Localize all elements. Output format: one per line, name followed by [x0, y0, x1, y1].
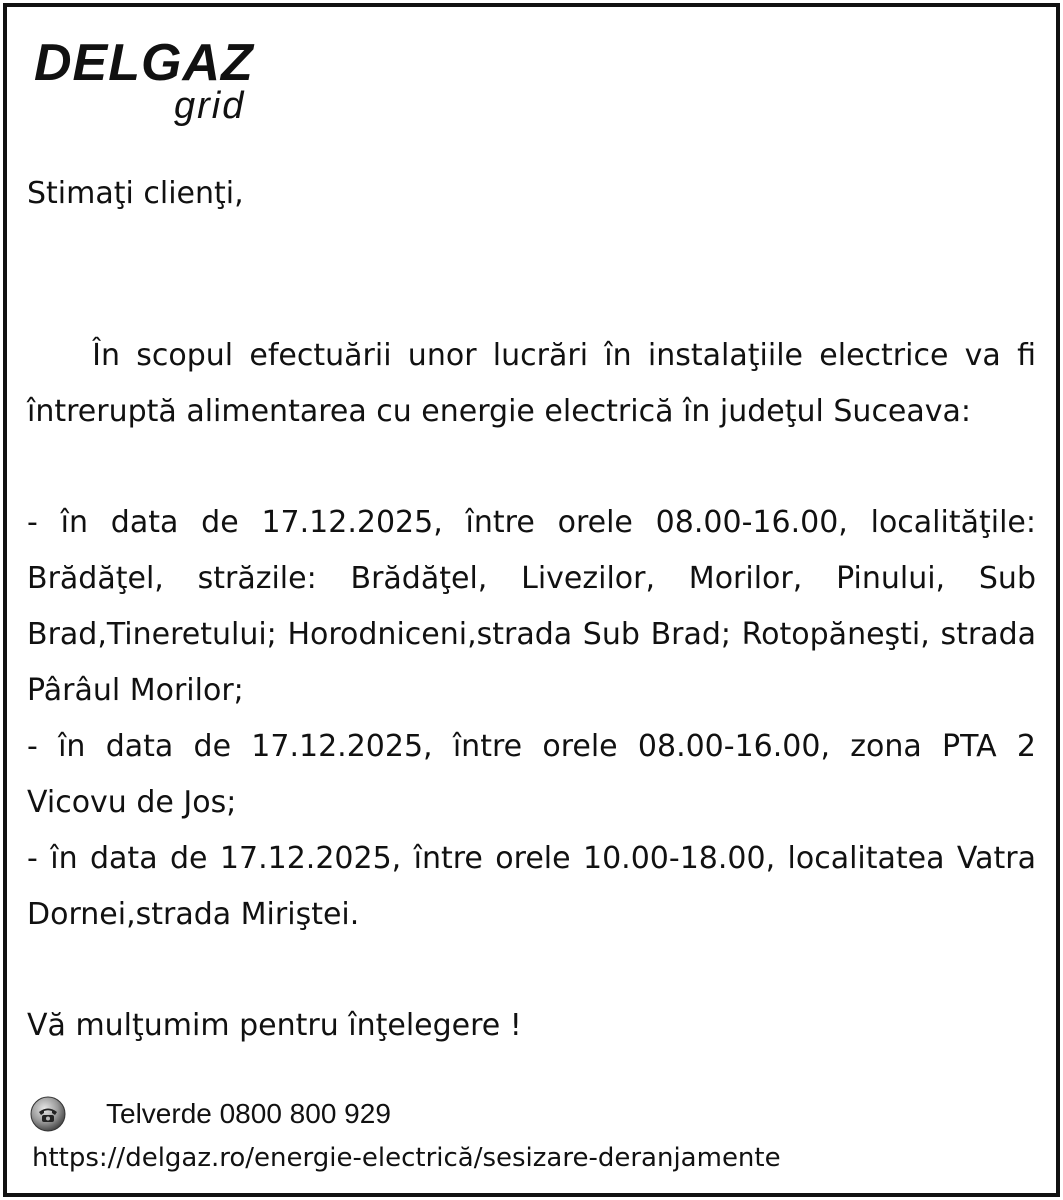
greeting: Stimaţi clienţi, [27, 176, 244, 211]
logo-sub: grid [174, 85, 246, 127]
outage-item-2: - în data de 17.12.2025, între orele 08.00-16.00, zona PTA 2 Vicovu de Jos; [27, 729, 1036, 820]
list-item [27, 719, 1036, 831]
outage-list [27, 495, 1036, 943]
phone-number: Telverde 0800 800 929 [106, 1098, 391, 1129]
outage-item-3: - în data de 17.12.2025, între orele 10.00-18.00, localitatea Vatra Dornei,strada Miriştei. [27, 841, 1036, 932]
intro-text: În scopul efectuării unor lucrări în instalaţiile electrice va fi întreruptă alimentarea cu energie electrică în judeţul Suceava: [27, 338, 1046, 429]
closing-message: Vă mulţumim pentru înţelegere ! [27, 1008, 522, 1043]
delgaz-grid-logo [34, 36, 274, 132]
outage-item-1: - în data de 17.12.2025, între orele 08.00-16.00, localităţile: Brădăţel, străzile: Brădăţel, Livezilor, Morilor, Pinului, Sub Brad,Tineretului; Horodniceni,strada Sub Brad; Rotopăneşti, strada Pârâul Morilor; [27, 505, 1036, 708]
list-item [27, 495, 1036, 719]
phone-icon [30, 1096, 66, 1132]
report-url: https://delgaz.ro/energie-electrică/sesizare-deranjamente [32, 1143, 781, 1173]
logo-brand: DELGAZ [34, 34, 254, 92]
phone-row [30, 1094, 730, 1134]
intro-paragraph [27, 272, 1046, 440]
list-item [27, 831, 1036, 943]
